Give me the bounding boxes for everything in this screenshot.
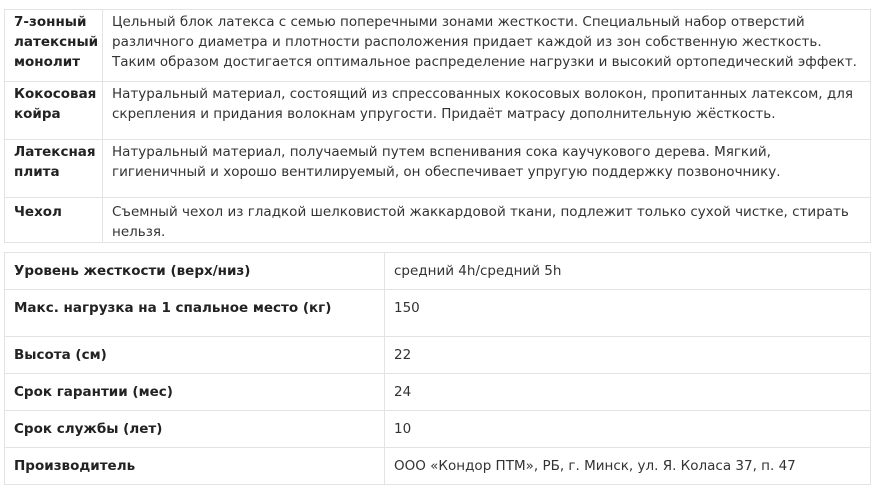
spec-label: Макс. нагрузка на 1 спальное место (кг): [5, 290, 385, 337]
material-row: [5, 140, 871, 198]
material-description: Съемный чехол из гладкой шелковистой жаккардовой ткани, подлежит только сухой чистке, стирать нельзя.: [103, 198, 871, 243]
spec-label: Срок службы (лет): [5, 411, 385, 448]
spec-label: Высота (см): [5, 337, 385, 374]
spec-row: [5, 290, 871, 337]
spec-value: средний 4h/средний 5h: [385, 253, 871, 290]
spec-label: Срок гарантии (мес): [5, 374, 385, 411]
specs-table: [4, 252, 871, 485]
materials-table: [4, 9, 871, 243]
material-row: [5, 10, 871, 82]
spec-row: [5, 253, 871, 290]
spec-value: ООО «Кондор ПТМ», РБ, г. Минск, ул. Я. Коласа 37, п. 47: [385, 448, 871, 485]
spec-label: Производитель: [5, 448, 385, 485]
material-description: Натуральный материал, состоящий из спрессованных кокосовых волокон, пропитанных латексом, для скрепления и придания волокнам упругости. Придаёт матрасу дополнительную жёсткость.: [103, 82, 871, 140]
material-description: Натуральный материал, получаемый путем вспенивания сока каучукового дерева. Мягкий, гигиеничный и хорошо вентилируемый, он обеспечивает упругую поддержку позвоночнику.: [103, 140, 871, 198]
spec-row: [5, 448, 871, 485]
material-name: Латексная плита: [5, 140, 103, 198]
spec-value: 24: [385, 374, 871, 411]
material-row: [5, 198, 871, 243]
spec-value: 10: [385, 411, 871, 448]
spec-value: 150: [385, 290, 871, 337]
spec-row: [5, 374, 871, 411]
spec-row: [5, 411, 871, 448]
spec-value: 22: [385, 337, 871, 374]
spec-row: [5, 337, 871, 374]
spec-label: Уровень жесткости (верх/низ): [5, 253, 385, 290]
material-row: [5, 82, 871, 140]
material-description: Цельный блок латекса с семью поперечными зонами жесткости. Специальный набор отверстий различного диаметра и плотности расположения придает каждой из зон собственную жесткость. Таким образом достигается оптимальное распределение нагрузки и высокий ортопедический эффект.: [103, 10, 871, 82]
material-name: Чехол: [5, 198, 103, 243]
material-name: 7-зонный латексный монолит: [5, 10, 103, 82]
material-name: Кокосовая койра: [5, 82, 103, 140]
